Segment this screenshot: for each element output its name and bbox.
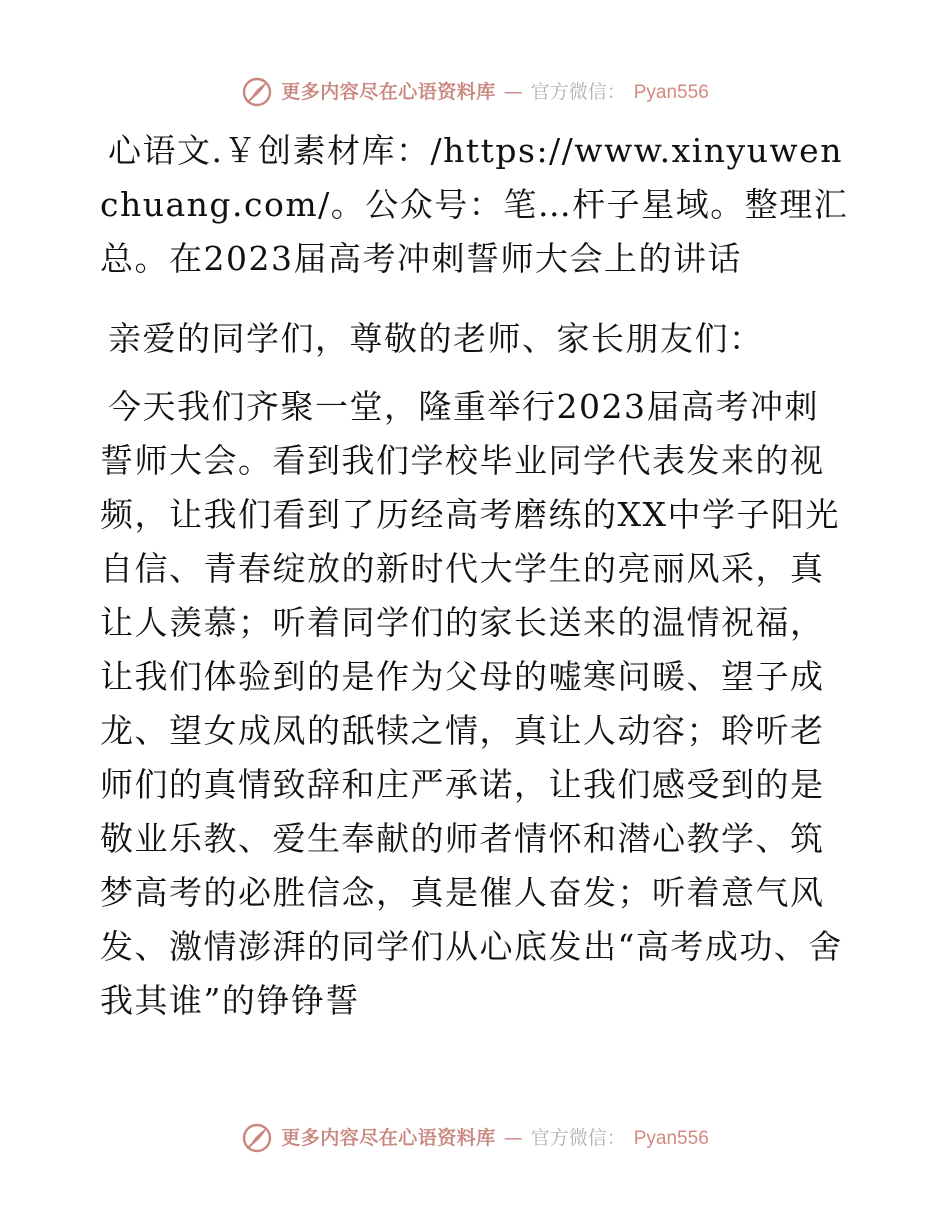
feather-logo-icon [241,1122,273,1154]
banner-wechat-label: 官方微信： [530,80,626,103]
banner-main-text: 更多内容尽在心语资料库 [281,80,496,103]
banner-wechat-id: Pyan556 [633,81,709,103]
banner-main-text: 更多内容尽在心语资料库 [281,1126,496,1149]
banner-wechat-id: Pyan556 [633,1127,709,1149]
document-body [100,124,852,1028]
speech-paragraph: 今天我们齐聚一堂，隆重举行2023届高考冲刺誓师大会。看到我们学校毕业同学代表发来的视频，让我们看到了历经高考磨练的XX中学子阳光自信、青春绽放的新时代大学生的亮丽风采，真让人羡慕；听着同学们的家长送来的温情祝福，让我们体验到的是作为父母的嘘寒问暖、望子成龙、望女成凤的舐犊之情，真让人动容；聆听老师们的真情致辞和庄严承诺，让我们感受到的是敬业乐教、爱生奉献的师者情怀和潜心教学、筑梦高考的必胜信念，真是催人奋发；听着意气风发、激情澎湃的同学们从心底发出“高考成功、舍我其谁”的铮铮誓 [100,387,843,1020]
footer-watermark-banner [0,1118,950,1158]
banner-wechat-label: 官方微信： [530,1126,626,1149]
banner-separator: — [503,80,523,103]
salutation-paragraph: 亲爱的同学们，尊敬的老师、家长朋友们： [108,319,764,358]
intro-paragraph: 心语文.￥创素材库：/https://www.xinyuwenchuang.com/。公众号：笔…杆子星域。整理汇总。在2023届高考冲刺誓师大会上的讲话 [100,131,849,278]
banner-separator: — [503,1126,523,1149]
feather-logo-icon [241,76,273,108]
header-watermark-banner [0,72,950,112]
